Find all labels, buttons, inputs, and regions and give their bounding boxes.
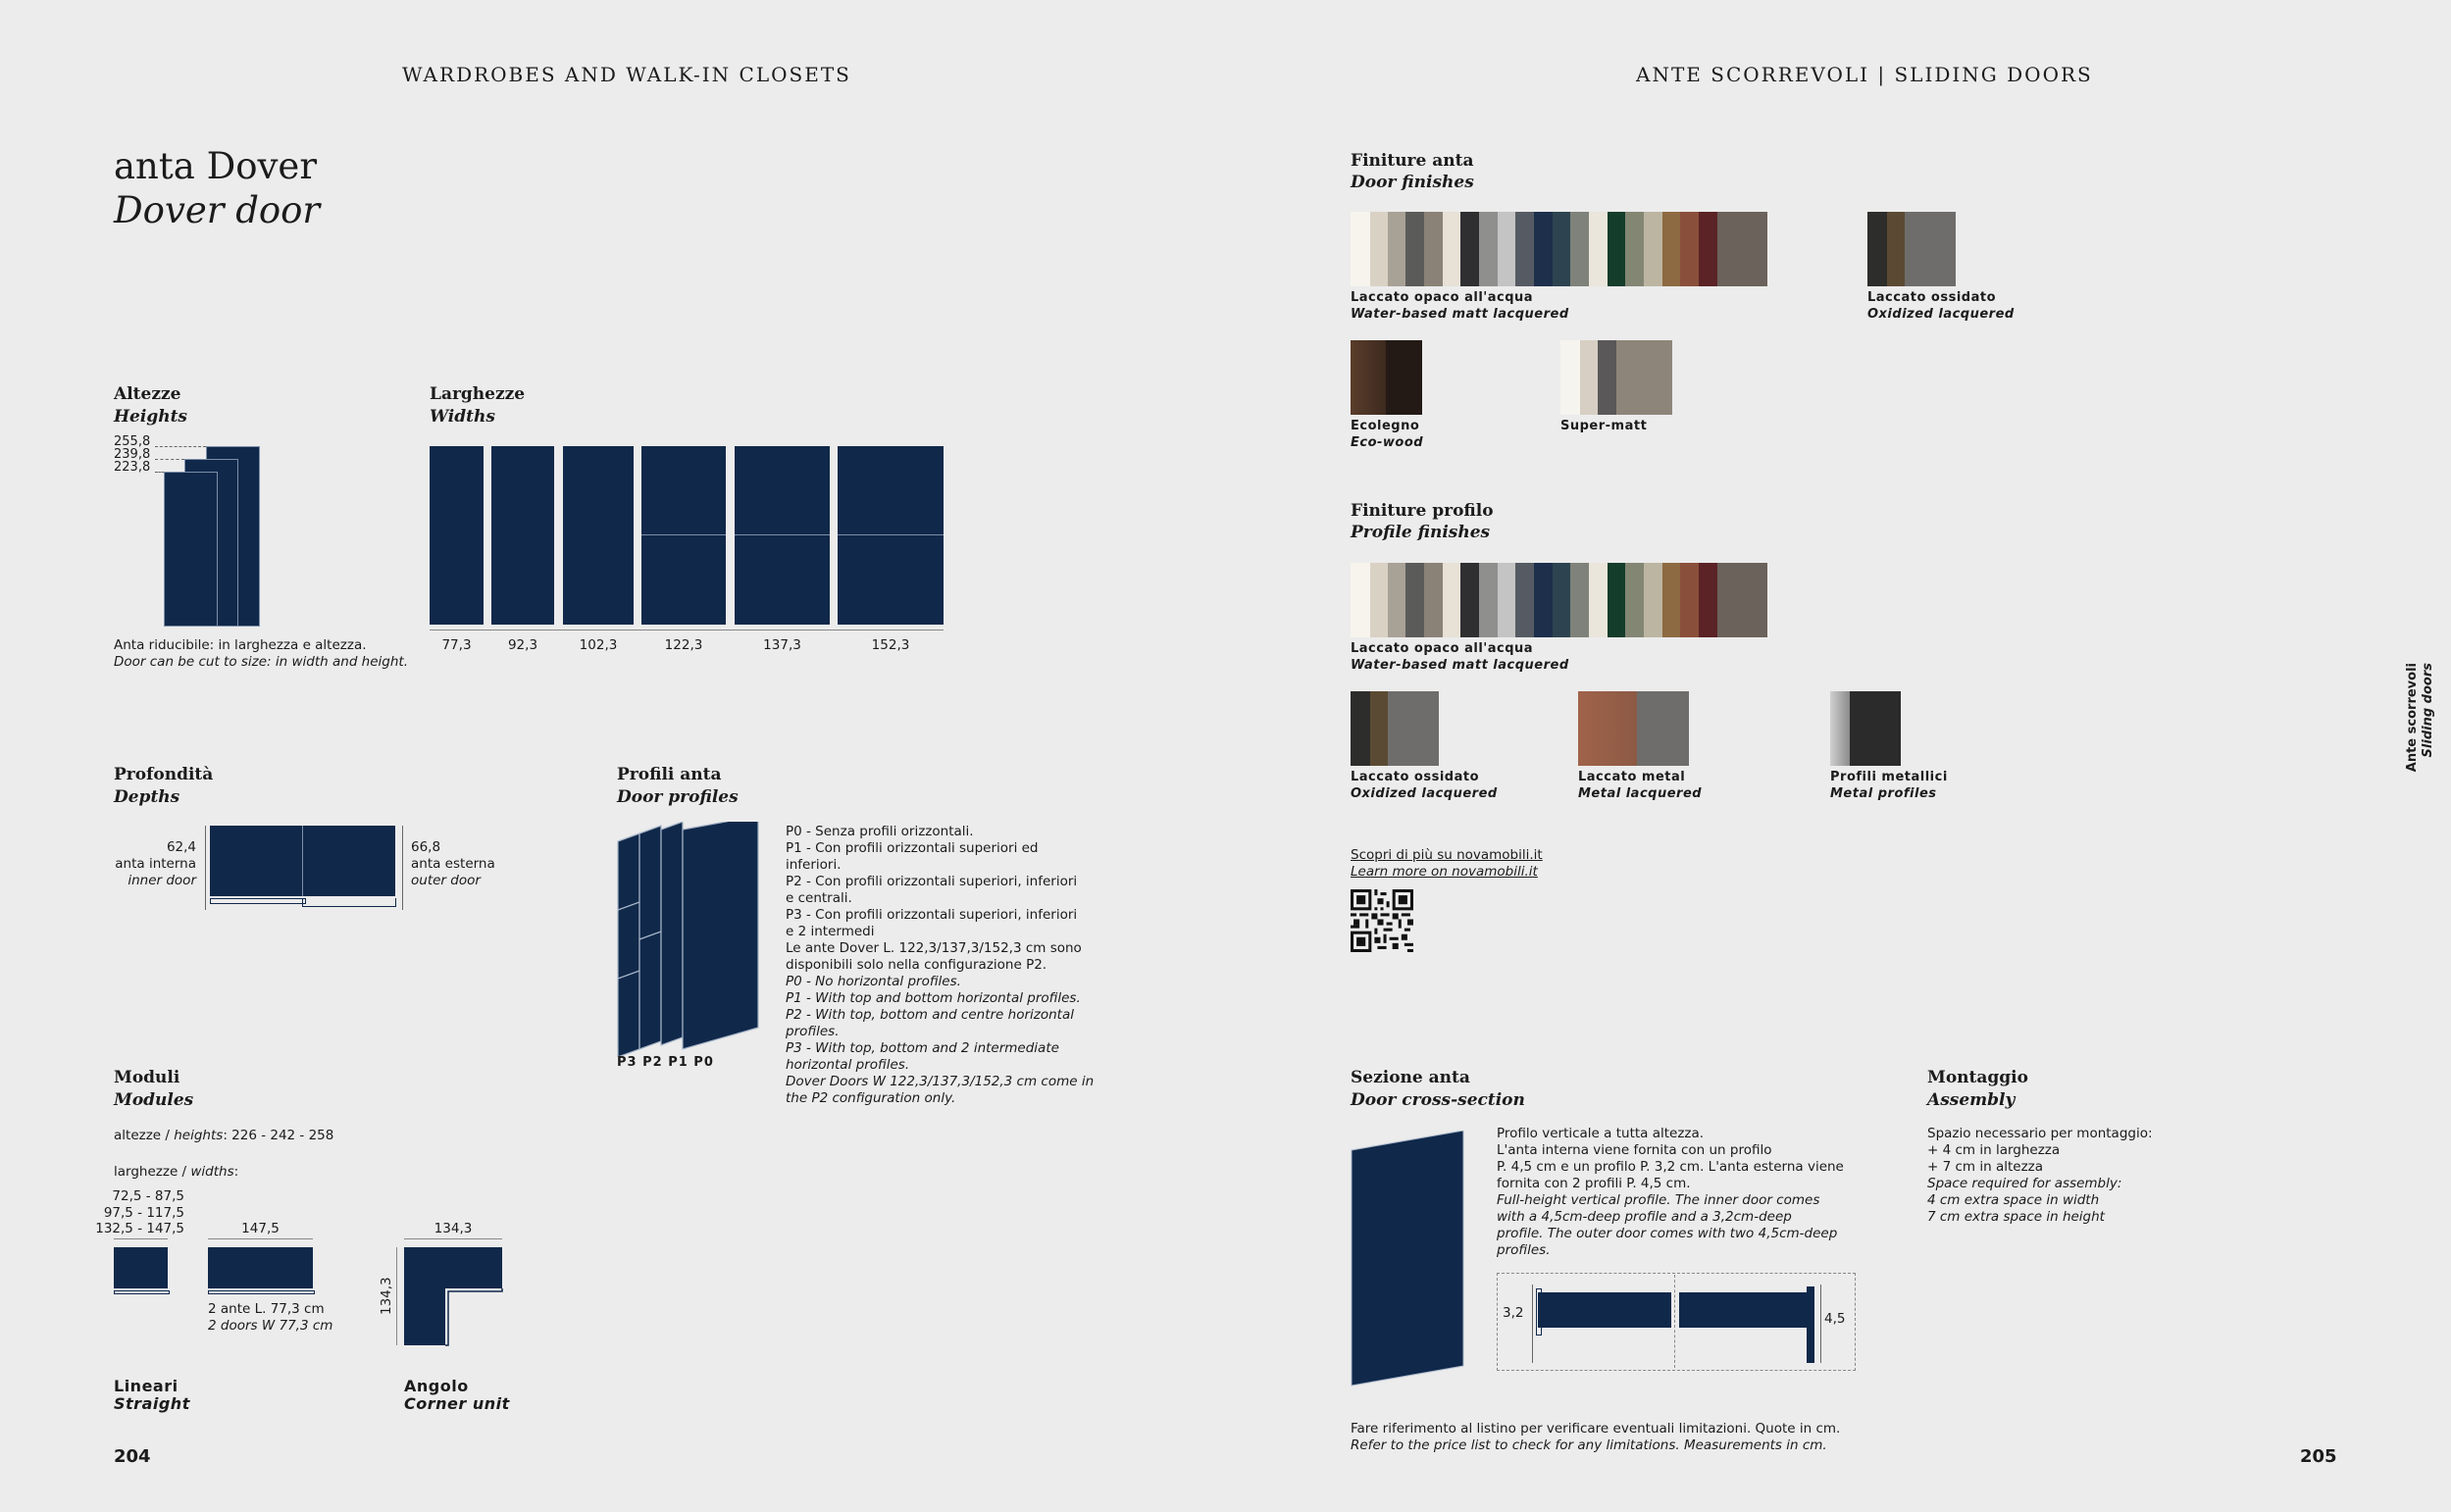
module-dim-line xyxy=(114,1238,168,1239)
learn-more-link[interactable]: Scopri di più su novamobili.it xyxy=(1351,847,1543,863)
swatch xyxy=(1570,212,1589,286)
profiles-text-line-en: the P2 configuration only. xyxy=(786,1090,956,1106)
assembly-text-line: + 4 cm in larghezza xyxy=(1927,1142,2061,1158)
swatch xyxy=(1699,212,1717,286)
swatch xyxy=(1608,563,1625,637)
width-value-3: 102,3 xyxy=(579,637,618,653)
corner-label: Angolo xyxy=(404,1377,469,1395)
heights-label-en: Heights xyxy=(114,407,188,427)
swatch xyxy=(1553,563,1570,637)
height-guide xyxy=(155,459,184,460)
section-description xyxy=(1497,1126,1869,1259)
module-width-1: 72,5 - 87,5 xyxy=(112,1188,184,1204)
section-label-en: Door cross-section xyxy=(1351,1090,1525,1110)
swatch xyxy=(1680,563,1699,637)
modules-label-en: Modules xyxy=(114,1090,194,1110)
section-inner-profile xyxy=(1536,1288,1542,1336)
swatch xyxy=(1370,563,1388,637)
outer-door-label-en: outer door xyxy=(411,873,481,888)
swatch xyxy=(1405,563,1424,637)
section-inner-door xyxy=(1538,1292,1671,1328)
section-outer-door xyxy=(1679,1292,1813,1328)
swatch xyxy=(1616,340,1672,415)
profiles-text-line-en: P3 - With top, bottom and 2 intermediate xyxy=(786,1040,1059,1056)
eco-wood-label: Ecolegno xyxy=(1351,419,1420,433)
swatch xyxy=(1443,563,1460,637)
modules-heights-values: : 226 - 242 - 258 xyxy=(223,1128,334,1143)
swatch xyxy=(1905,212,1956,286)
door-matt-label-en: Water-based matt lacquered xyxy=(1351,307,1569,322)
corner-module-shape xyxy=(404,1247,504,1347)
assembly-text-line-en: 4 cm extra space in width xyxy=(1927,1192,2100,1208)
swatch xyxy=(1534,563,1553,637)
widths-label: Larghezze xyxy=(430,384,526,404)
swatch xyxy=(1386,340,1422,415)
supermatt-label: Super-matt xyxy=(1560,419,1648,433)
two-doors-note-en: 2 doors W 77,3 cm xyxy=(208,1318,333,1334)
depth-inner-door xyxy=(210,826,302,896)
section-door-illustration xyxy=(1350,1131,1467,1387)
outer-door-label: anta esterna xyxy=(411,856,495,872)
straight-label: Lineari xyxy=(114,1377,179,1395)
depth-guide-left xyxy=(205,826,206,910)
profiles-text-line: P2 - Con profili orizzontali superiori, inferiori xyxy=(786,874,1078,889)
section-label: Sezione anta xyxy=(1351,1068,1470,1087)
width-value-2: 92,3 xyxy=(507,637,538,653)
profiles-label: Profili anta xyxy=(617,765,722,784)
swatch xyxy=(1479,563,1498,637)
modules-widths-it: larghezze / xyxy=(114,1164,191,1180)
swatch xyxy=(1405,212,1424,286)
swatch xyxy=(1589,563,1608,637)
swatch xyxy=(1717,212,1767,286)
section-text-line: Profilo verticale a tutta altezza. xyxy=(1497,1126,1705,1141)
section-dim-left: 3,2 xyxy=(1503,1305,1524,1321)
swatch xyxy=(1887,212,1905,286)
page-subtitle: Dover door xyxy=(114,189,321,231)
modules-heights-it: altezze / xyxy=(114,1128,175,1143)
swatch xyxy=(1553,212,1570,286)
profiles-text-line-en: P2 - With top, bottom and centre horizontal xyxy=(786,1007,1074,1023)
swatch xyxy=(1460,563,1479,637)
profile-oxid-label-en: Oxidized lacquered xyxy=(1351,786,1498,801)
swatch xyxy=(1680,212,1699,286)
assembly-text-line-en: 7 cm extra space in height xyxy=(1927,1209,2105,1225)
swatch xyxy=(1570,563,1589,637)
profile-oxid-label: Laccato ossidato xyxy=(1351,770,1479,784)
swatch xyxy=(1498,212,1515,286)
footer-note-en: Refer to the price list to check for any limitations. Measurements in cm. xyxy=(1351,1437,1827,1453)
swatch xyxy=(1589,212,1608,286)
profile-metal-label-en: Metal lacquered xyxy=(1578,786,1703,801)
depth-inner-profile xyxy=(210,898,306,904)
swatch xyxy=(1867,212,1887,286)
swatch xyxy=(1850,691,1901,766)
assembly-label: Montaggio xyxy=(1927,1068,2028,1087)
modules-widths-en: widths xyxy=(190,1164,234,1180)
profile-oxid-swatches xyxy=(1351,691,1439,766)
door-finishes-label: Finiture anta xyxy=(1351,151,1474,171)
width-door-3 xyxy=(563,446,634,625)
door-profiles-illustration xyxy=(616,822,763,1057)
profile-finishes-label-en: Profile finishes xyxy=(1351,523,1491,542)
swatch xyxy=(1370,212,1388,286)
swatch xyxy=(1644,563,1662,637)
swatch xyxy=(1580,340,1598,415)
assembly-text-line-en: Space required for assembly: xyxy=(1927,1176,2122,1191)
section-dim-right: 4,5 xyxy=(1824,1311,1846,1327)
profiles-text-line-en: P1 - With top and bottom horizontal profiles. xyxy=(786,990,1081,1006)
profiles-description xyxy=(786,824,1109,1107)
supermatt-swatches xyxy=(1560,340,1672,415)
assembly-text-line: + 7 cm in altezza xyxy=(1927,1159,2044,1175)
metal-profiles-swatches xyxy=(1830,691,1901,766)
profile-matt-label-en: Water-based matt lacquered xyxy=(1351,658,1569,673)
modules-widths-colon: : xyxy=(233,1164,239,1180)
inner-depth-value: 62,4 xyxy=(166,839,196,855)
module-straight-small xyxy=(114,1247,168,1288)
swatch xyxy=(1578,691,1637,766)
section-text-line-en: Full-height vertical profile. The inner door comes xyxy=(1497,1192,1820,1208)
swatch xyxy=(1388,563,1405,637)
profiles-text-line: disponibili solo nella configurazione P2. xyxy=(786,957,1047,973)
outer-depth-value: 66,8 xyxy=(411,839,441,855)
swatch xyxy=(1625,212,1644,286)
door-finishes-label-en: Door finishes xyxy=(1351,173,1474,192)
swatch xyxy=(1424,563,1443,637)
metal-profiles-label: Profili metallici xyxy=(1830,770,1948,784)
section-text-line-en: profile. The outer door comes with two 4,5cm-deep xyxy=(1497,1226,1838,1241)
widths-label-en: Widths xyxy=(430,407,495,427)
module-width-2: 97,5 - 117,5 xyxy=(103,1205,184,1221)
modules-label: Moduli xyxy=(114,1068,180,1087)
swatch xyxy=(1351,212,1370,286)
profiles-text-line-en: P0 - No horizontal profiles. xyxy=(786,974,961,989)
heights-label: Altezze xyxy=(114,384,181,404)
section-text-line: L'anta interna viene fornita con un profilo xyxy=(1497,1142,1772,1158)
profiles-text-line: e centrali. xyxy=(786,890,852,906)
modules-heights-en: heights xyxy=(174,1128,224,1143)
depth-guide-right xyxy=(402,826,403,910)
door-oxid-label: Laccato ossidato xyxy=(1867,290,1996,305)
width-door-1 xyxy=(430,446,484,625)
width-value-5: 137,3 xyxy=(763,637,801,653)
swatch xyxy=(1460,212,1479,286)
width-door-2 xyxy=(491,446,554,625)
section-text-line-en: profiles. xyxy=(1497,1242,1551,1258)
assembly-text-line: Spazio necessario per montaggio: xyxy=(1927,1126,2153,1141)
corner-dim-line xyxy=(404,1238,502,1239)
profile-matt-swatches xyxy=(1351,563,1767,637)
profile-finishes-label: Finiture profilo xyxy=(1351,501,1494,521)
swatch xyxy=(1830,691,1850,766)
swatch xyxy=(1534,212,1553,286)
left-page-header: WARDROBES AND WALK-IN CLOSETS xyxy=(402,63,851,86)
depth-outer-profile xyxy=(302,898,396,907)
profiles-text-line-en: Dover Doors W 122,3/137,3/152,3 cm come in xyxy=(786,1074,1095,1089)
profiles-text-line: P1 - Con profili orizzontali superiori ed xyxy=(786,840,1039,856)
section-dim-line xyxy=(1820,1285,1821,1363)
assembly-description xyxy=(1927,1126,2202,1226)
section-divider xyxy=(1674,1275,1675,1368)
profiles-text-line: e 2 intermedi xyxy=(786,924,875,939)
height-value-1: 255,8 xyxy=(114,434,151,449)
height-value-2: 239,8 xyxy=(114,447,151,462)
inner-door-label: anta interna xyxy=(115,856,196,872)
profile-codes: P3 P2 P1 P0 xyxy=(617,1055,714,1070)
metal-profiles-label-en: Metal profiles xyxy=(1830,786,1937,801)
right-page-header: ANTE SCORREVOLI | SLIDING DOORS xyxy=(1636,63,2093,86)
swatch xyxy=(1637,691,1689,766)
profiles-text-line-en: profiles. xyxy=(786,1024,840,1039)
swatch xyxy=(1625,563,1644,637)
straight-label-en: Straight xyxy=(114,1394,190,1413)
swatch xyxy=(1351,340,1386,415)
footer-note: Fare riferimento al listino per verificare eventuali limitazioni. Quote in cm. xyxy=(1351,1421,1841,1436)
swatch xyxy=(1351,563,1370,637)
two-doors-note: 2 ante L. 77,3 cm xyxy=(208,1301,325,1317)
section-outer-profile xyxy=(1807,1286,1814,1363)
width-door-6 xyxy=(838,446,944,625)
profiles-label-en: Door profiles xyxy=(617,787,739,807)
module-dim-line xyxy=(208,1238,313,1239)
page-number-left: 204 xyxy=(114,1446,151,1467)
profile-metal-swatches xyxy=(1578,691,1689,766)
swatch xyxy=(1479,212,1498,286)
page-number-right: 205 xyxy=(2300,1446,2337,1467)
swatch xyxy=(1598,340,1616,415)
side-tab-label-en: Sliding doors xyxy=(2421,663,2435,758)
corner-height-value: 134,3 xyxy=(379,1277,394,1316)
width-value-1: 77,3 xyxy=(441,637,472,653)
module-width-3: 132,5 - 147,5 xyxy=(95,1221,184,1236)
depth-outer-door xyxy=(302,826,395,896)
eco-wood-label-en: Eco-wood xyxy=(1351,435,1424,450)
width-door-5 xyxy=(735,446,830,625)
height-door-short xyxy=(164,472,218,627)
profiles-text-line: P0 - Senza profili orizzontali. xyxy=(786,824,974,839)
section-dim-line xyxy=(1532,1285,1533,1363)
section-text-line: P. 4,5 cm e un profilo P. 3,2 cm. L'anta esterna viene xyxy=(1497,1159,1844,1175)
cut-note-en: Door can be cut to size: in width and height. xyxy=(114,654,408,670)
section-text-line-en: with a 4,5cm-deep profile and a 3,2cm-deep xyxy=(1497,1209,1792,1225)
width-value-4: 122,3 xyxy=(664,637,703,653)
swatch xyxy=(1388,212,1405,286)
module-base xyxy=(208,1290,315,1294)
swatch xyxy=(1644,212,1662,286)
side-tab-label: Ante scorrevoli xyxy=(2405,663,2420,773)
profiles-text-line: P3 - Con profili orizzontali superiori, inferiori xyxy=(786,907,1078,923)
height-value-3: 223,8 xyxy=(114,460,151,475)
learn-more-link-en[interactable]: Learn more on novamobili.it xyxy=(1351,864,1538,880)
swatch xyxy=(1717,563,1767,637)
module-base xyxy=(114,1290,170,1294)
modules-heights xyxy=(114,1128,333,1144)
profile-metal-label: Laccato metal xyxy=(1578,770,1686,784)
swatch xyxy=(1560,340,1580,415)
swatch xyxy=(1699,563,1717,637)
module-mid-width: 147,5 xyxy=(241,1221,280,1236)
corner-label-en: Corner unit xyxy=(404,1394,510,1413)
module-straight-large xyxy=(208,1247,313,1288)
height-guide xyxy=(155,446,206,447)
swatch xyxy=(1388,691,1439,766)
door-matt-swatches xyxy=(1351,212,1767,286)
corner-width-value: 134,3 xyxy=(434,1221,473,1236)
swatch xyxy=(1515,563,1534,637)
depths-label: Profondità xyxy=(114,765,214,784)
profiles-text-line: inferiori. xyxy=(786,857,842,873)
profiles-text-line: Le ante Dover L. 122,3/137,3/152,3 cm sono xyxy=(786,940,1082,956)
profile-matt-label: Laccato opaco all'acqua xyxy=(1351,641,1534,656)
swatch xyxy=(1498,563,1515,637)
eco-wood-swatches xyxy=(1351,340,1422,415)
swatch xyxy=(1662,212,1680,286)
inner-door-label-en: inner door xyxy=(128,873,196,888)
swatch xyxy=(1608,212,1625,286)
assembly-label-en: Assembly xyxy=(1927,1090,2016,1110)
swatch xyxy=(1662,563,1680,637)
page-title: anta Dover xyxy=(114,145,318,187)
swatch xyxy=(1370,691,1388,766)
door-oxid-label-en: Oxidized lacquered xyxy=(1867,307,2015,322)
width-door-4 xyxy=(641,446,726,625)
modules-widths xyxy=(114,1164,238,1181)
swatch xyxy=(1351,691,1370,766)
cut-note: Anta riducibile: in larghezza e altezza. xyxy=(114,637,367,653)
depths-label-en: Depths xyxy=(114,787,180,807)
swatch xyxy=(1515,212,1534,286)
section-text-line: fornita con 2 profili P. 4,5 cm. xyxy=(1497,1176,1691,1191)
width-value-6: 152,3 xyxy=(871,637,910,653)
qr-code-icon[interactable] xyxy=(1351,889,1413,952)
corner-dim-line-v xyxy=(396,1247,397,1345)
swatch xyxy=(1443,212,1460,286)
profiles-text-line-en: horizontal profiles. xyxy=(786,1057,910,1073)
door-oxid-swatches xyxy=(1867,212,1956,286)
swatch xyxy=(1424,212,1443,286)
door-matt-label: Laccato opaco all'acqua xyxy=(1351,290,1534,305)
